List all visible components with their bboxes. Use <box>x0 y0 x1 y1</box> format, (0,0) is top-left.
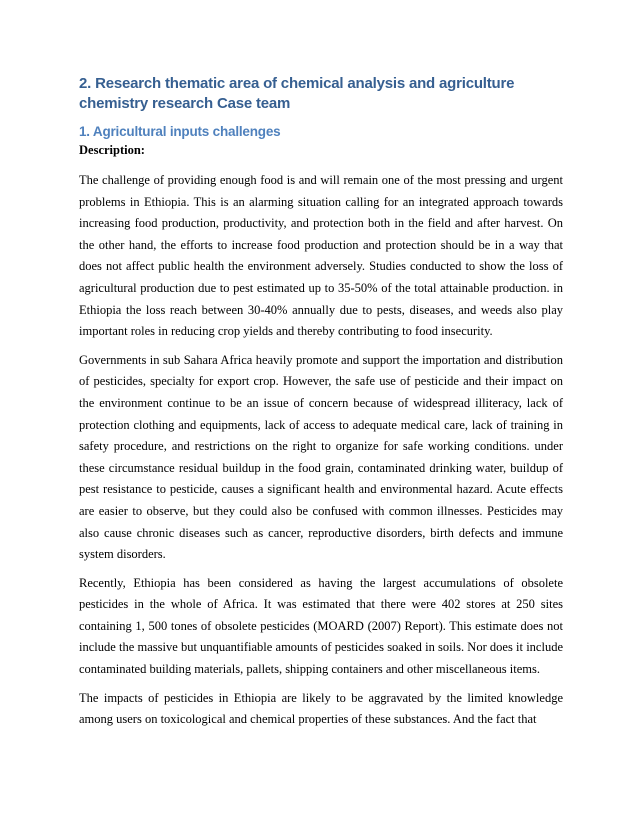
description-label: Description: <box>79 143 145 157</box>
paragraph: The challenge of providing enough food is and will remain one of the most pressing and urgent problems in Ethiopia. This is an alarming situation calling for an integrated approach towards increasing food production, productivity, and protection both in the field and after harvest. On the other hand, the efforts to increase food production and protection should be in a way that does not affect public health the environment adversely. Studies conducted to show the loss of agricultural production due to pest estimated up to 35-50% of the total attainable production. in Ethiopia the loss reach between 30-40% annually due to pests, diseases, and weeds also play important roles in reducing crop yields and thereby contributing to food insecurity. <box>79 173 563 339</box>
subsection-heading: 1. Agricultural inputs challenges <box>79 124 281 139</box>
paragraph: Recently, Ethiopia has been considered as having the largest accumulations of obsolete pesticides in the whole of Africa. It was estimated that there were 402 stores at 250 sites containing 1, 500 tones of obsolete pesticides (MOARD (2007) Report). This estimate does not include the massive but unquantifiable amounts of pesticides soaked in soils. Nor does it include contaminated building materials, pallets, shipping containers and other miscellaneous items. <box>79 575 563 677</box>
paragraph: Governments in sub Sahara Africa heavily promote and support the importation and distribution of pesticides, specialty for export crop. However, the safe use of pesticide and their impact on the environment continue to be an issue of concern because of widespread illiteracy, lack of protection clothing and equipments, lack of access to adequate medical care, lack of training in safety procedure, and restrictions on the right to organize for safe working conditions. under these circumstance residual buildup in the food grain, contaminated drinking water, buildup of pest resistance to pesticide, causes a significant health and environmental hazard. Acute effects are easier to observe, but they could also be confused with common illnesses. Pesticides may also cause chronic diseases such as cancer, reproductive disorders, birth defects and immune system disorders. <box>79 352 563 562</box>
section-heading: 2. Research thematic area of chemical analysis and agriculture chemistry research Case team <box>79 75 515 112</box>
paragraph: The impacts of pesticides in Ethiopia are likely to be aggravated by the limited knowledge among users on toxicological and chemical properties of these substances. And the fact that <box>79 690 563 727</box>
page-content <box>79 74 563 731</box>
